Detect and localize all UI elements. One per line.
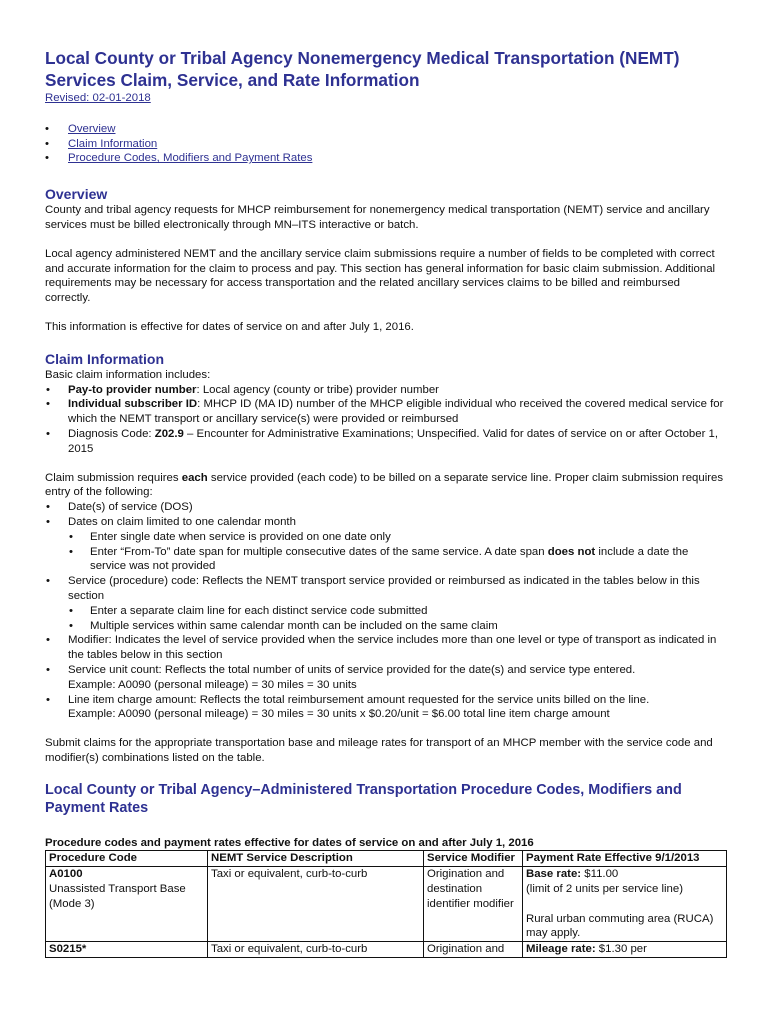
procedure-code-description: Unassisted Transport Base (Mode 3) (49, 883, 186, 910)
sub-list-item: • Multiple services within same calendar month can be included on the same claim (68, 619, 725, 634)
claim-submission-paragraph (45, 471, 725, 501)
list-item (45, 427, 725, 457)
claim-intro: Basic claim information includes: (45, 368, 211, 381)
list-item (45, 515, 725, 574)
toc-item (45, 137, 725, 152)
sub-list-item (68, 545, 725, 575)
bold-term: Z02.9 (154, 427, 184, 440)
toc-link-procedure-codes[interactable]: Procedure Codes, Modifiers and Payment Rates (68, 152, 313, 165)
claim-requirements-list (45, 500, 725, 722)
list-item (45, 693, 725, 723)
rate-label: Mileage rate: (526, 943, 596, 956)
table-caption: Procedure codes and payment rates effective for dates of service on and after July 1, 2016 (45, 836, 534, 849)
text: Claim submission requires (45, 471, 182, 484)
list-text: Enter “From-To” date span for multiple consecutive dates of the same service. A date span (90, 545, 548, 558)
table-cell: Taxi or equivalent, curb-to-curb (208, 942, 424, 958)
rates-table (45, 850, 727, 958)
sub-list-item: • Enter single date when service is provided on one date only (68, 530, 725, 545)
table-cell (523, 867, 727, 942)
submit-claims-paragraph: Submit claims for the appropriate transportation base and mileage rates for transport of an MHCP member with the service code and modifier(s) combinations listed on the table. (45, 737, 713, 764)
bold-term: Individual subscriber ID (68, 398, 198, 411)
toc-link-claim-information[interactable]: Claim Information (68, 137, 158, 150)
table-header-row (46, 851, 727, 867)
overview-paragraph: This information is effective for dates of service on and after July 1, 2016. (45, 320, 414, 333)
table-cell: Origination and destination identifier modifier (424, 867, 523, 942)
revised-date-link[interactable]: Revised: 02-01-2018 (45, 92, 151, 104)
claim-info-list (45, 383, 725, 457)
bold-term: does not (547, 545, 596, 558)
list-item: • Modifier: Indicates the level of service provided when the service includes more than one level or type of transport as indicated in the tables below in this section (45, 633, 725, 663)
list-text: – Encounter for Administrative Examinations; Unspecified. Valid for dates of service on or after October 1, 2015 (68, 427, 719, 455)
list-item (45, 663, 725, 693)
table-of-contents (45, 122, 725, 166)
rate-note: (limit of 2 units per service line) (526, 883, 683, 896)
column-header: Service Modifier (424, 851, 523, 867)
list-item (45, 574, 725, 633)
page-title: Local County or Tribal Agency Nonemergency Medical Transportation (NEMT) Services Claim, Service, and Rate Information (45, 48, 680, 90)
table-row (46, 942, 727, 958)
overview-paragraph: Local agency administered NEMT and the ancillary service claim submissions require a number of fields to be completed with correct and accurate information for the claim to process and pay. This section has general information for basic claim submission. Additional requirements may be necessary for access transportation and the related ancillary services claims to be billed and reimbursed correctly. (45, 247, 716, 305)
column-header: Procedure Code (46, 851, 208, 867)
overview-heading: Overview (45, 186, 108, 203)
table-cell (523, 942, 727, 958)
claim-information-heading: Claim Information (45, 350, 165, 367)
column-header: NEMT Service Description (208, 851, 424, 867)
sub-list (68, 530, 725, 574)
rate-value: $1.30 per (595, 943, 647, 956)
list-text: Service unit count: Reflects the total number of units of service provided for the date(s) and service type entered. (68, 663, 636, 676)
table-cell: Origination and (424, 942, 523, 958)
column-header: Payment Rate Effective 9/1/2013 (523, 851, 727, 867)
list-item: • Date(s) of service (DOS) (45, 500, 725, 515)
list-text: Service (procedure) code: Reflects the NEMT transport service provided or reimbursed as indicated in the tables below in this section (68, 575, 700, 602)
bold-term: Pay-to provider number (68, 383, 197, 396)
toc-item (45, 122, 725, 137)
rates-heading: Local County or Tribal Agency–Administered Transportation Procedure Codes, Modifiers and Payment Rates (45, 781, 682, 817)
table-row (46, 867, 727, 942)
list-text: Line item charge amount: Reflects the total reimbursement amount requested for the service units billed on the line. (68, 693, 650, 706)
table-cell: Taxi or equivalent, curb-to-curb (208, 867, 424, 942)
toc-item (45, 151, 725, 166)
example-text: Example: A0090 (personal mileage) = 30 miles = 30 units (68, 678, 357, 691)
list-text: Diagnosis Code: (68, 427, 155, 440)
procedure-code: S0215* (49, 943, 87, 956)
rate-value: $11.00 (581, 868, 619, 881)
toc-link-overview[interactable]: Overview (68, 122, 116, 135)
list-text: Dates on claim limited to one calendar month (68, 515, 296, 528)
text: service provided (each code) to be billed on a separate service line. Proper claim submission requires entry of the following: (45, 471, 724, 499)
list-item (45, 397, 725, 427)
overview-paragraph: County and tribal agency requests for MHCP reimbursement for nonemergency medical transportation (NEMT) service and ancillary services must be billed electronically through MN–ITS interactive or batch. (45, 204, 710, 231)
sub-list (68, 604, 725, 634)
example-text: Example: A0090 (personal mileage) = 30 miles = 30 units x $0.20/unit = $6.00 total line item charge amount (68, 708, 610, 721)
list-text: include a date the service was not provided (90, 545, 689, 573)
rate-note: Rural urban commuting area (RUCA) may apply. (526, 912, 714, 940)
list-text: : Local agency (county or tribe) provider number (196, 383, 439, 396)
bold-term: each (181, 471, 208, 484)
rate-label: Base rate: (526, 868, 582, 881)
table-cell (46, 942, 208, 958)
sub-list-item: • Enter a separate claim line for each distinct service code submitted (68, 604, 725, 619)
list-text: : MHCP ID (MA ID) number of the MHCP eligible individual who received the covered medical service for which the NEMT transport or ancillary service(s) were provided or reimbursed (68, 398, 724, 426)
list-item (45, 383, 725, 398)
table-cell (46, 867, 208, 942)
procedure-code: A0100 (49, 868, 83, 881)
